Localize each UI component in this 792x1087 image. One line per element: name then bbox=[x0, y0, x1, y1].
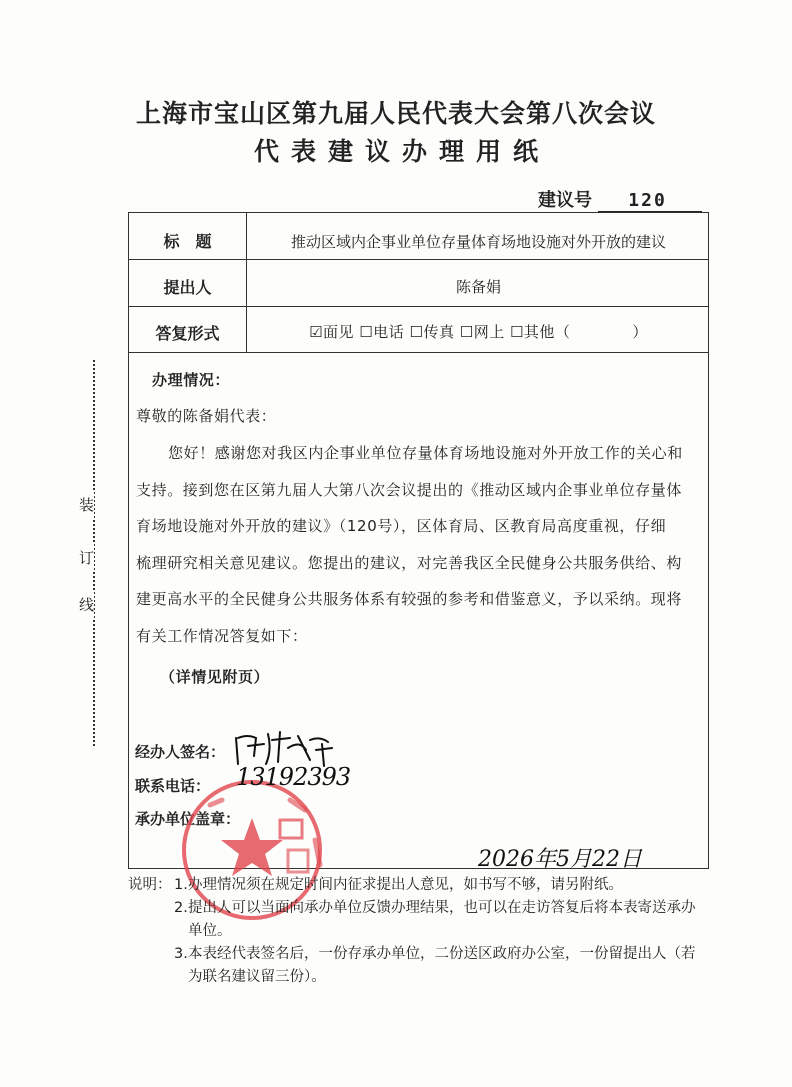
phone-label: 联系电话： bbox=[135, 777, 211, 795]
note-text: 提出人可以当面向承办单位反馈办理结果，也可以在走访答复后将本表寄送承办单位。 bbox=[188, 900, 696, 939]
suggestion-number-label: 建议号 bbox=[538, 190, 592, 211]
proposer-label: 提出人 bbox=[163, 278, 212, 297]
note-number: 1. bbox=[174, 877, 188, 893]
title-label: 标 题 bbox=[163, 232, 212, 251]
title-value: 推动区域内企事业单位存量体育场地设施对外开放的建议 bbox=[290, 233, 666, 251]
body-line-6: 有关工作情况答复如下： bbox=[136, 627, 308, 645]
body-line-1: 您好！感谢您对我区内企事业单位存量体育场地设施对外开放工作的关心和 bbox=[168, 444, 683, 462]
reply-form-label: 答复形式 bbox=[155, 324, 220, 343]
notes-section bbox=[128, 874, 728, 989]
note-text: 办理情况须在规定时间内征求提出人意见，如书写不够，请另附纸。 bbox=[188, 877, 623, 893]
body-line-3: 育场地设施对外开放的建议》（120号），区体育局、区教育局高度重视，仔细 bbox=[136, 517, 667, 535]
binding-char-zhuang: 装 bbox=[79, 490, 94, 519]
suggestion-number bbox=[538, 186, 702, 212]
body-line-2: 支持。接到您在区第九届人大第八次会议提出的《推动区域内企事业单位存量体 bbox=[136, 481, 683, 499]
notes-prefix: 说明： bbox=[128, 877, 172, 893]
salutation: 尊敬的陈备娟代表： bbox=[136, 407, 277, 425]
see-attached: （详情见附页） bbox=[160, 668, 270, 686]
proposer-value: 陈备娟 bbox=[455, 278, 501, 296]
page-title-line2: 代表建议办理用纸 bbox=[253, 137, 550, 166]
handling-heading: 办理情况： bbox=[152, 371, 231, 389]
note-number: 3. bbox=[174, 946, 188, 962]
note-text: 本表经代表签名后，一份存承办单位，二份送区政府办公室，一份留提出人（若为联名建议留三份）。 bbox=[188, 946, 696, 985]
unit-seal-label: 承办单位盖章： bbox=[135, 810, 241, 828]
handler-signature bbox=[228, 726, 338, 768]
note-number: 2. bbox=[174, 900, 188, 916]
body-line-4: 梳理研究相关意见建议。您提出的建议，对完善我区全民健身公共服务供给、构 bbox=[136, 554, 683, 572]
handler-signature-label: 经办人签名： bbox=[135, 743, 226, 761]
suggestion-number-value: 120 bbox=[598, 190, 702, 212]
body-line-5: 建更高水平的全民健身公共服务体系有较强的参考和借鉴意义，予以采纳。现将 bbox=[136, 590, 683, 608]
handwritten-date: 2026年5月22日 bbox=[478, 847, 642, 872]
binding-char-xian: 线 bbox=[79, 590, 94, 619]
handwritten-phone: 13192393 bbox=[236, 763, 351, 791]
reply-form-options: ☑面见 ☐电话 ☐传真 ☐网上 ☐其他（ ） bbox=[309, 323, 648, 341]
binding-char-ding: 订 bbox=[79, 543, 94, 572]
page-title-line1: 上海市宝山区第九届人民代表大会第八次会议 bbox=[135, 99, 656, 128]
